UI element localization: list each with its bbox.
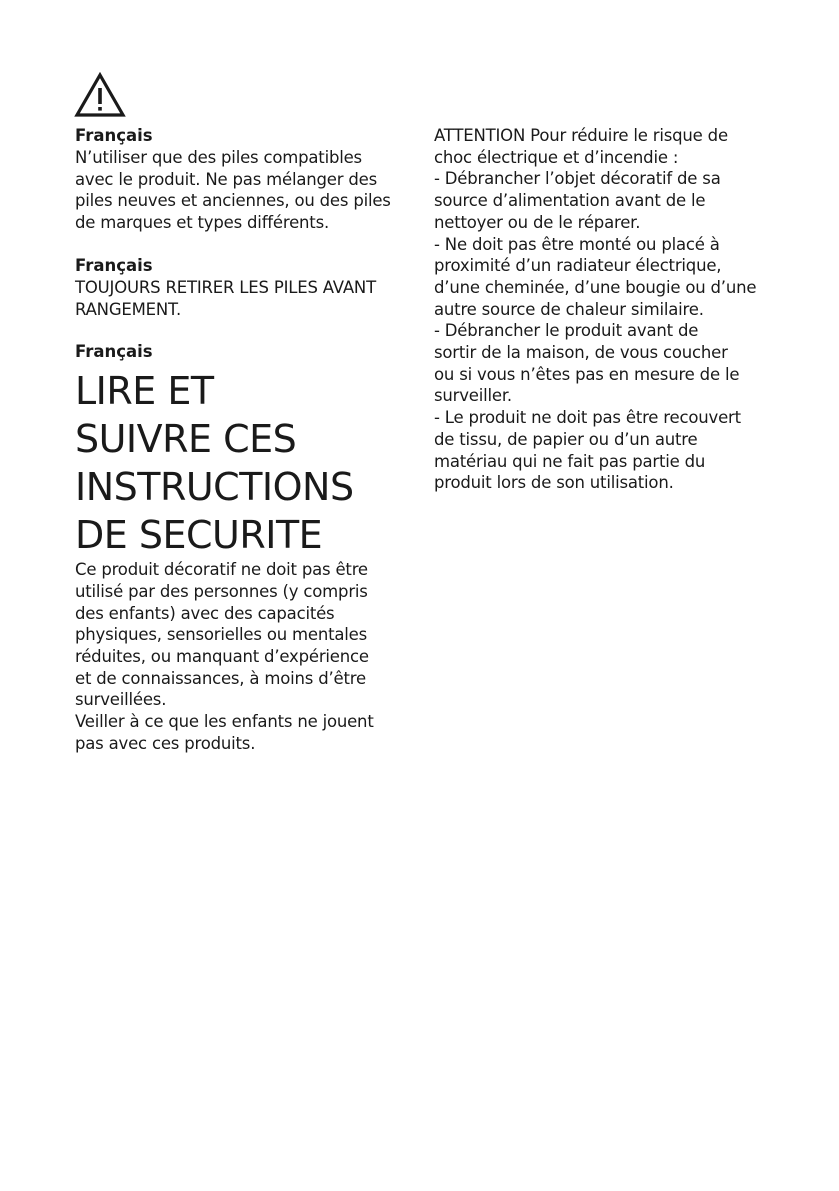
text-line: avec le produit. Ne pas mélanger des bbox=[75, 169, 378, 189]
text-line: produit lors de son utilisation. bbox=[434, 473, 674, 493]
title-line: DE SECURITE bbox=[75, 513, 323, 558]
text-line: de tissu, de papier ou d’un autre bbox=[434, 429, 698, 449]
text-line: - Ne doit pas être monté ou placé à bbox=[434, 234, 720, 254]
text-line: sortir de la maison, de vous coucher bbox=[434, 343, 728, 363]
battery-compatibility-section bbox=[75, 125, 415, 234]
text-line: matériau qui ne fait pas partie du bbox=[434, 451, 706, 471]
text-line: - Débrancher l’objet décoratif de sa bbox=[434, 169, 721, 189]
safety-title bbox=[75, 367, 415, 559]
title-line: INSTRUCTIONS bbox=[75, 465, 354, 510]
title-line: SUIVRE CES bbox=[75, 417, 297, 462]
text-line: choc électrique et d’incendie : bbox=[434, 147, 679, 167]
text-line: source d’alimentation avant de le bbox=[434, 191, 706, 211]
battery-compatibility-text bbox=[75, 147, 415, 234]
text-line: TOUJOURS RETIRER LES PILES AVANT bbox=[75, 277, 376, 297]
section-heading: Français bbox=[75, 126, 153, 145]
text-line: et de connaissances, à moins d’être bbox=[75, 668, 366, 688]
battery-removal-text bbox=[75, 277, 415, 320]
text-line: autre source de chaleur similaire. bbox=[434, 299, 704, 319]
battery-removal-section bbox=[75, 255, 415, 320]
attention-text bbox=[434, 125, 774, 494]
text-line: ATTENTION Pour réduire le risque de bbox=[434, 126, 728, 145]
text-line: Ce produit décoratif ne doit pas être bbox=[75, 560, 368, 580]
text-line: RANGEMENT. bbox=[75, 299, 182, 319]
section-heading: Français bbox=[75, 342, 153, 362]
text-line: de marques et types différents. bbox=[75, 213, 330, 233]
text-line: nettoyer ou de le réparer. bbox=[434, 212, 641, 232]
text-line: physiques, sensorielles ou mentales bbox=[75, 625, 368, 645]
text-line: proximité d’un radiateur électrique, bbox=[434, 256, 722, 276]
text-line: ou si vous n’êtes pas en mesure de le bbox=[434, 364, 740, 384]
text-line: surveiller. bbox=[434, 386, 512, 406]
text-line: - Le produit ne doit pas être recouvert bbox=[434, 408, 741, 428]
safety-instructions-section bbox=[75, 341, 415, 754]
left-column bbox=[75, 125, 415, 755]
text-line: piles neuves et anciennes, ou des piles bbox=[75, 191, 391, 211]
warning-triangle-icon bbox=[74, 72, 126, 118]
text-line: utilisé par des personnes (y compris bbox=[75, 581, 368, 601]
text-line: des enfants) avec des capacités bbox=[75, 603, 335, 623]
section-heading: Français bbox=[75, 255, 153, 275]
right-column bbox=[434, 125, 774, 494]
text-line: d’une cheminée, d’une bougie ou d’une bbox=[434, 277, 757, 297]
text-line: N’utiliser que des piles compatibles bbox=[75, 148, 362, 167]
text-line: surveillées. bbox=[75, 690, 167, 710]
text-line: - Débrancher le produit avant de bbox=[434, 321, 699, 341]
text-line: pas avec ces produits. bbox=[75, 733, 256, 753]
text-line: Veiller à ce que les enfants ne jouent bbox=[75, 712, 374, 732]
title-line: LIRE ET bbox=[75, 369, 214, 414]
text-line: réduites, ou manquant d’expérience bbox=[75, 647, 369, 667]
safety-instructions-text bbox=[75, 559, 415, 754]
